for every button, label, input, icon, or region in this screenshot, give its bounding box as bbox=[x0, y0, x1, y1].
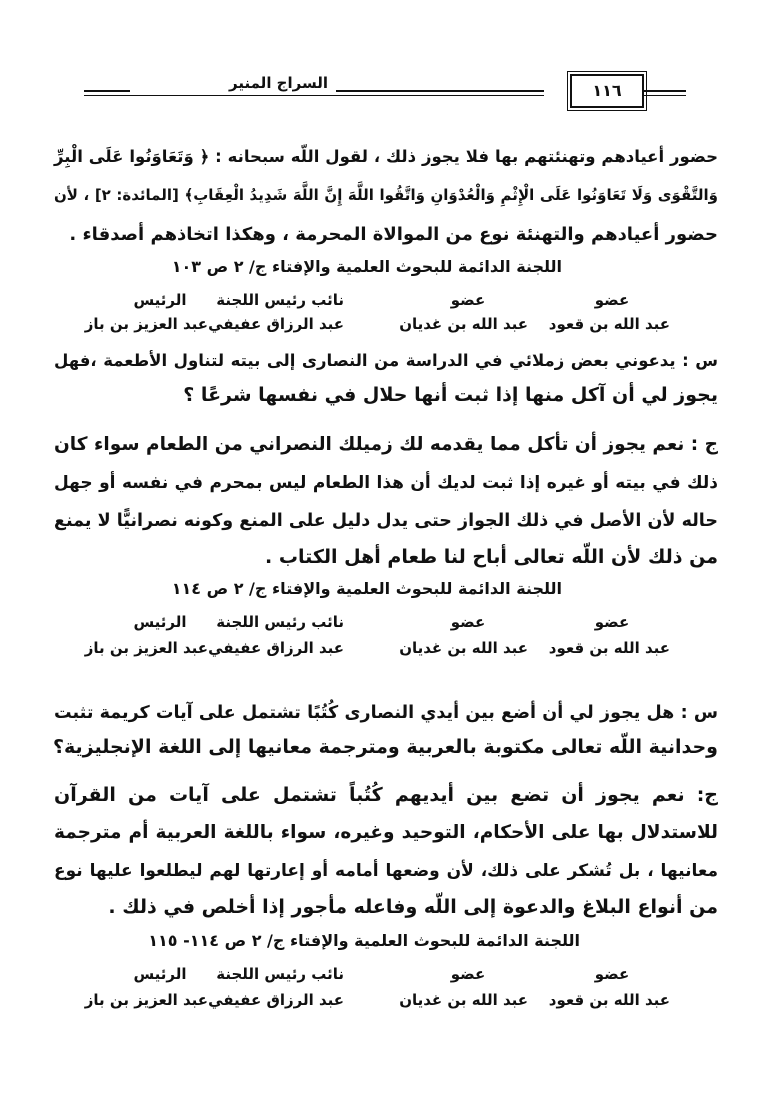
page-number: ١١٦ bbox=[592, 81, 622, 100]
sig-name: عبد الله بن غديان bbox=[399, 315, 528, 333]
question-line: وحدانية اللّه تعالى مكتوبة بالعربية ومترجمة معانيها إلى اللغة الإنجليزية؟ bbox=[52, 736, 718, 758]
answer-line: ج : نعم يجوز أن تأكل مما يقدمه لك زميلك النصراني من الطعام سواء كان bbox=[54, 434, 718, 455]
sig-name: عبد الرزاق عفيفي bbox=[208, 991, 344, 1009]
sig-name: عبد الرزاق عفيفي bbox=[208, 315, 344, 333]
source-citation: اللجنة الدائمة للبحوث العلمية والإفتاء ج/ ٢ ص ١١٤- ١١٥ bbox=[148, 931, 580, 950]
text-line: حضور أعيادهم وتهنئتهم بها فلا يجوز ذلك ، لقول اللّه سبحانه : ﴿ وَتَعَاوَنُوا عَلَى الْبِرِّ bbox=[54, 147, 718, 166]
answer-line: من ذلك لأن اللّه تعالى أباح لنا طعام أهل الكتاب . bbox=[265, 546, 718, 568]
sig-name: عبد الله بن قعود bbox=[548, 315, 670, 333]
sig-name: عبد الله بن قعود bbox=[548, 991, 670, 1009]
sig-title-member: عضو bbox=[450, 965, 486, 983]
sig-title-member: عضو bbox=[450, 291, 486, 309]
sig-name: عبد الله بن غديان bbox=[399, 991, 528, 1009]
sig-title-member: عضو bbox=[594, 291, 630, 309]
answer-line: للاستدلال بها على الأحكام، التوحيد وغيره، سواء باللغة العربية أم مترجمة bbox=[54, 822, 718, 843]
header-rule-right bbox=[642, 90, 686, 96]
source-citation: اللجنة الدائمة للبحوث العلمية والإفتاء ج/ ٢ ص ١١٤ bbox=[171, 579, 562, 598]
sig-title-head: الرئيس bbox=[133, 613, 187, 631]
answer-line: ج: نعم يجوز أن تضع بين أيديهم كُتُباً تشتمل على آيات من القرآن bbox=[54, 784, 718, 806]
book-title: السراج المنير bbox=[130, 74, 336, 92]
text-line: حضور أعيادهم والتهنئة نوع من الموالاة المحرمة ، وهكذا اتخاذهم أصدقاء . bbox=[69, 224, 718, 245]
answer-line: ذلك في بيته أو غيره إذا ثبت لديك أن هذا الطعام ليس بمحرم في نفسه أو جهل bbox=[54, 473, 718, 493]
sig-title-vice: نائب رئيس اللجنة bbox=[216, 965, 344, 983]
question-line: س : هل يجوز لي أن أضع بين أيدي النصارى كُتُبًا تشتمل على آيات كريمة تثبت bbox=[54, 703, 718, 723]
sig-title-vice: نائب رئيس اللجنة bbox=[216, 613, 344, 631]
sig-name: عبد الرزاق عفيفي bbox=[208, 639, 344, 657]
sig-name: عبد الله بن غديان bbox=[399, 639, 528, 657]
question-line: س : يدعوني بعض زملائي في الدراسة من النصارى إلى بيته لتناول الأطعمة ،فهل bbox=[54, 351, 718, 370]
sig-title-member: عضو bbox=[594, 965, 630, 983]
sig-title-member: عضو bbox=[450, 613, 486, 631]
sig-title-vice: نائب رئيس اللجنة bbox=[216, 291, 344, 309]
answer-line: حاله لأن الأصل في ذلك الجواز حتى يدل دليل على المنع وكونه نصرانيًّا لا يمنع bbox=[54, 511, 718, 531]
question-line: يجوز لي أن آكل منها إذا ثبت أنها حلال في نفسها شرعًا ؟ bbox=[183, 384, 718, 406]
page-number-box bbox=[570, 74, 644, 108]
text-line: وَالتَّقْوَى وَلَا تَعَاوَنُوا عَلَى الْإِثْمِ وَالْعُدْوَانِ وَاتَّقُوا اللَّهَ إِنَّ اللَّهَ شَدِيدُ الْعِقَابِ﴾ [المائدة: ٢] ، لأن bbox=[54, 186, 718, 204]
sig-name: عبد العزيز بن باز bbox=[84, 639, 208, 657]
answer-line: من أنواع البلاغ والدعوة إلى اللّه وفاعله مأجور إذا أخلص في ذلك . bbox=[108, 896, 718, 918]
sig-name: عبد العزيز بن باز bbox=[84, 315, 208, 333]
sig-title-head: الرئيس bbox=[133, 291, 187, 309]
sig-name: عبد الله بن قعود bbox=[548, 639, 670, 657]
source-citation: اللجنة الدائمة للبحوث العلمية والإفتاء ج/ ٢ ص ١٠٣ bbox=[171, 257, 562, 276]
answer-line: معانيها ، بل تُشكر على ذلك، لأن وضعها أمامه أو إعارتها لهم ليطلعوا عليها نوع bbox=[54, 861, 718, 881]
sig-title-member: عضو bbox=[594, 613, 630, 631]
sig-name: عبد العزيز بن باز bbox=[84, 991, 208, 1009]
sig-title-head: الرئيس bbox=[133, 965, 187, 983]
